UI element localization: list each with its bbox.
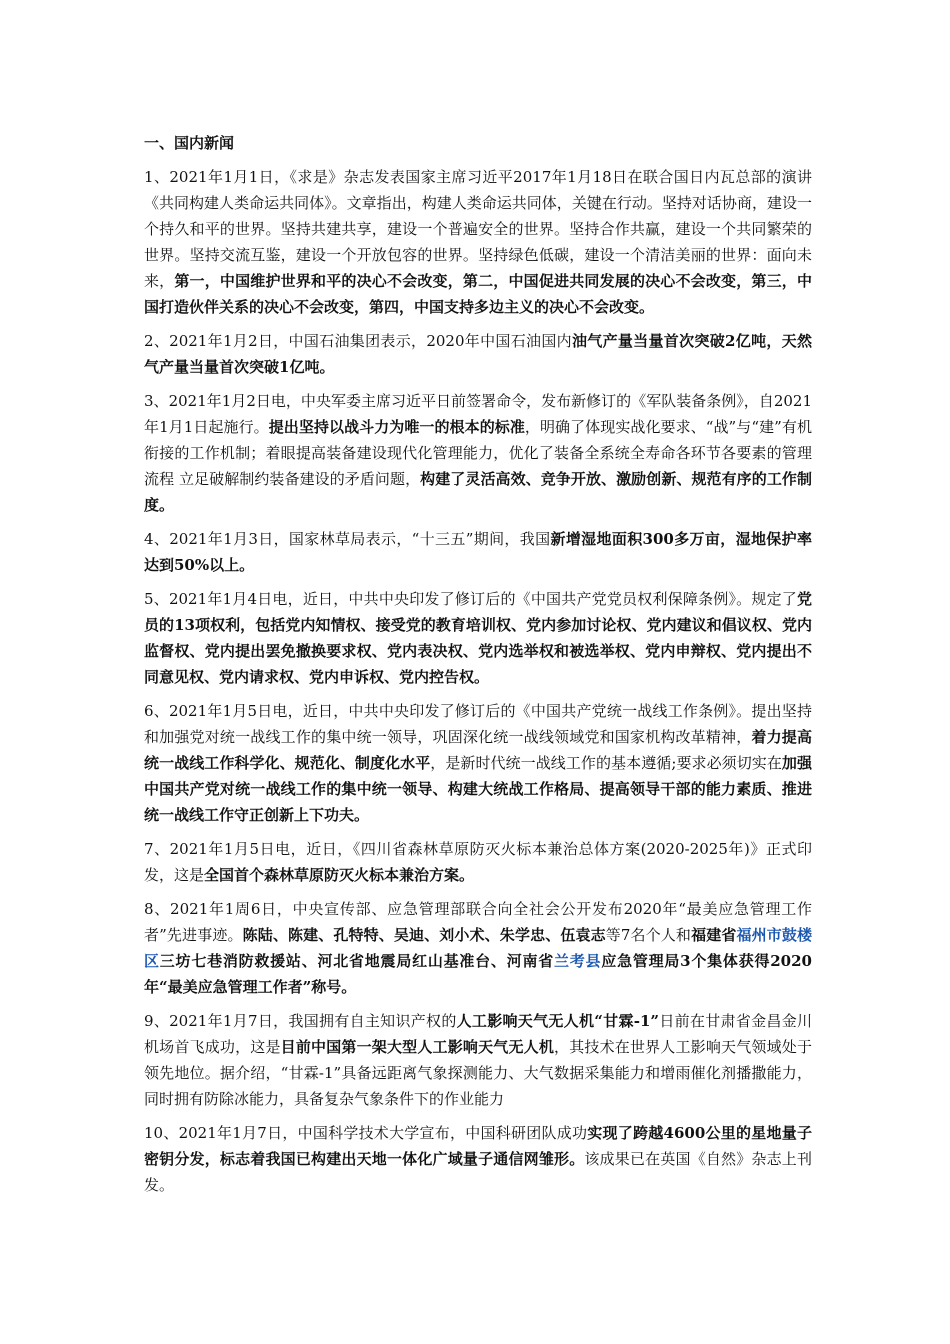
bold-text: 着力提高统一战线工作科学化、规范化、制度化水平 (144, 728, 812, 772)
bold-text: 实现了跨越4600公里的星地量子密钥分发，标志着我国已构建出天地一体化广域量子通信网雏形。 (144, 1124, 812, 1168)
body-text: 等7名个人和 (605, 926, 692, 944)
document-body (144, 130, 812, 1206)
section-heading: 一、国内新闻 (144, 134, 235, 152)
bold-text: 党员的13项权利，包括党内知情权、接受党的教育培训权、党内参加讨论权、党内建议和倡议权、党内监督权、党内提出罢免撤换要求权、党内表决权、党内选举权和被选举权、党内申辩权、党内提出不同意见权、党内请求权、党内申诉权、党内控告权。 (144, 590, 812, 686)
news-item-5 (144, 586, 812, 690)
bold-text: 构建了灵活高效、竞争开放、激励创新、规范有序的工作制度。 (144, 470, 812, 514)
body-text: 该成果已在英国《自然》杂志上刊发。 (144, 1150, 812, 1194)
bold-text: 人工影响天气无人机“甘霖-1” (456, 1012, 660, 1030)
bold-text: 加强中国共产党对统一战线工作的集中统一领导、构建大统战工作格局、提高领导干部的能力素质、推进统一战线工作守正创新上下功夫。 (144, 754, 812, 824)
bold-text: 第一，中国维护世界和平的决心不会改变，第二，中国促进共同发展的决心不会改变，第三，中国打造伙伴关系的决心不会改变，第四，中国支持多边主义的决心不会改变。 (144, 272, 812, 316)
body-text: 5、2021年1月4日电，近日，中共中央印发了修订后的《中国共产党党员权利保障条例》。规定了 (144, 590, 797, 608)
body-text: 7、2021年1月5日电，近日，《四川省森林草原防灭火标本兼治总体方案(2020-2025年)》正式印发，这是 (144, 840, 812, 884)
bold-text: 全国首个森林草原防灭火标本兼治方案。 (204, 866, 475, 884)
body-text: 2、2021年1月2日，中国石油集团表示，2020年中国石油国内 (144, 332, 572, 350)
news-item-6 (144, 698, 812, 828)
bold-text: 提出坚持以战斗力为唯一的根本的标准 (268, 418, 525, 436)
body-text: ，其技术在世界人工影响天气领域处于领先地位。据介绍，“甘霖-1”具备远距离气象探测能力、大气数据采集能力和增雨催化剂播撒能力，同时拥有防除冰能力，具备复杂气象条件下的作业能力 (144, 1038, 812, 1108)
bold-text: 目前中国第一架大型人工影响天气无人机 (280, 1038, 555, 1056)
body-text: 10、2021年1月7日，中国科学技术大学宣布，中国科研团队成功 (144, 1124, 588, 1142)
bold-text: 新增湿地面积300多万亩，湿地保护率达到50%以上。 (144, 530, 812, 574)
body-text: 1、2021年1月1日，《求是》杂志发表国家主席习近平2017年1月18日在联合国日内瓦总部的演讲《共同构建人类命运共同体》。文章指出，构建人类命运共同体，关键在行动。坚持对话协商，建设一个持久和平的世界。坚持共建共享，建设一个普遍安全的世界。坚持合作共赢，建设一个共同繁荣的世界。坚持交流互鉴，建设一个开放包容的世界。坚持绿色低碳，建设一个清洁美丽的世界：面向未来， (144, 168, 812, 290)
body-text: 9、2021年1月7日，我国拥有自主知识产权的 (144, 1012, 457, 1030)
news-item-2 (144, 328, 812, 380)
body-text: 日前在甘肃省金昌金川机场首飞成功，这是 (144, 1012, 812, 1056)
body-text: 6、2021年1月5日电，近日，中共中央印发了修订后的《中国共产党统一战线工作条例》。提出坚持和加强党对统一战线工作的集中统一领导，巩固深化统一战线领域党和国家机构改革精神， (144, 702, 812, 746)
news-item-7 (144, 836, 812, 888)
news-item-3 (144, 388, 812, 518)
body-text: 4、2021年1月3日，国家林草局表示，“十三五”期间，我国 (144, 530, 551, 548)
bold-text: 油气产量当量首次突破2亿吨，天然气产量当量首次突破1亿吨。 (144, 332, 812, 376)
news-item-9 (144, 1008, 812, 1112)
news-list (144, 164, 812, 1198)
body-text: 3、2021年1月2日电，中央军委主席习近平日前签署命令，发布新修订的《军队装备条例》，自2021年1月1日起施行。 (144, 392, 812, 436)
bold-text: 应急管理局3个集体获得2020年“最美应急管理工作者”称号。 (144, 952, 812, 996)
bold-text: 陈陆、陈建、孔特特、吴迪、刘小术、朱学忠、伍袁志 (242, 926, 606, 944)
news-item-10 (144, 1120, 812, 1198)
body-text: ，是新时代统一战线工作的基本遵循;要求必须切实在 (430, 754, 782, 772)
body-text: ，明确了体现实战化要求、“战”与“建”有机衔接的工作机制；着眼提高装备建设现代化管理能力，优化了装备全系统全寿命各环节各要素的管理流程 立足破解制约装备建设的矛盾问题， (144, 418, 812, 488)
bold-text: 三坊七巷消防救援站、河北省地震局红山基准台、河南省 (159, 952, 555, 970)
bold-text: 福建省 (691, 926, 737, 944)
news-item-4 (144, 526, 812, 578)
body-text: 8、2021年1周6日，中央宣传部、应急管理部联合向全社会公开发布2020年“最美应急管理工作者”先进事迹。 (144, 900, 812, 944)
place-link[interactable]: 兰考县 (554, 952, 602, 970)
place-link[interactable]: 福州市鼓楼区 (144, 926, 812, 970)
news-item-1 (144, 164, 812, 320)
news-item-8 (144, 896, 812, 1000)
